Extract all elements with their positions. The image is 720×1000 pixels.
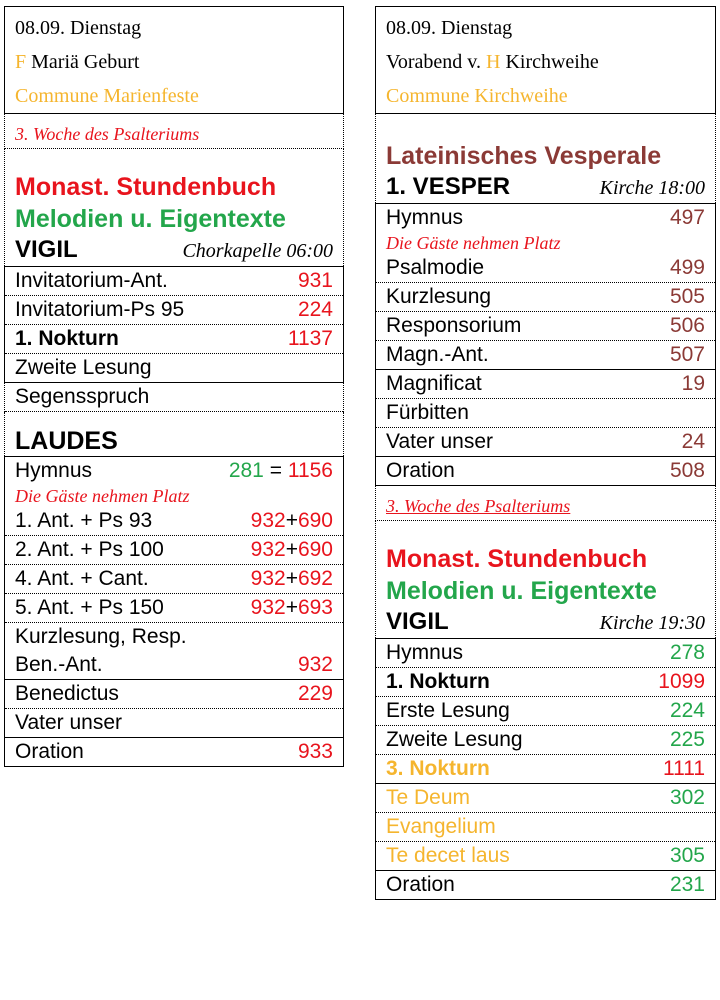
vesper-table bbox=[375, 203, 716, 486]
right-melodies: Melodien u. Eigentexte bbox=[386, 577, 657, 605]
right-commune: Commune Kirchweihe bbox=[386, 85, 568, 107]
left-column bbox=[4, 6, 344, 767]
right-date: 08.09. Dienstag bbox=[386, 17, 513, 39]
right-vigil-table bbox=[375, 638, 716, 900]
table-row: Hymnus 497 bbox=[386, 206, 705, 229]
right-guests-note: Die Gäste nehmen Platz bbox=[386, 233, 561, 253]
table-row: 5. Ant. + Ps 150 932+693 bbox=[5, 594, 343, 623]
table-row: Te decet laus 305 bbox=[376, 842, 715, 871]
left-rank: F bbox=[15, 51, 27, 73]
right-vigil-title: VIGIL bbox=[386, 608, 449, 635]
table-row: 1. Nokturn 1099 bbox=[376, 668, 715, 697]
left-vigil-title-row bbox=[15, 235, 333, 266]
right-vigil-place: Kirche 19:30 bbox=[599, 612, 705, 634]
table-row: Kurzlesung 505 bbox=[376, 283, 715, 312]
vesper-heading bbox=[375, 114, 716, 203]
vesper-place: Kirche 18:00 bbox=[599, 177, 705, 199]
right-header bbox=[375, 6, 716, 114]
magnificat-row: Magnificat 19 bbox=[376, 370, 715, 399]
left-date: 08.09. Dienstag bbox=[15, 17, 142, 39]
left-segen-block bbox=[4, 383, 344, 412]
left-book: Monast. Stundenbuch bbox=[15, 173, 277, 201]
vater-row: Vater unser bbox=[5, 709, 343, 738]
right-feast-line: Vorabend v. H Kirchweihe bbox=[386, 51, 599, 73]
right-vigil-heading bbox=[375, 521, 716, 638]
table-row: Hymnus 278 bbox=[376, 639, 715, 668]
right-column bbox=[375, 6, 716, 900]
table-row: 4. Ant. + Cant. 932+692 bbox=[5, 565, 343, 594]
left-vigil-title: VIGIL bbox=[15, 236, 78, 263]
table-row: 2. Ant. + Ps 100 932+690 bbox=[5, 536, 343, 565]
ben-row: Ben.-Ant. 932 bbox=[5, 651, 343, 680]
left-vigil-heading bbox=[4, 149, 344, 266]
table-row: Invitatorium-Ps 95 224 bbox=[5, 296, 343, 325]
guests-note: Die Gäste nehmen Platz bbox=[15, 486, 190, 506]
vesper-title-row bbox=[386, 172, 705, 203]
table-row: 3. Nokturn 1111 bbox=[376, 755, 715, 784]
vesper-title: 1. VESPER bbox=[386, 173, 511, 200]
oration-row-2: Oration 231 bbox=[386, 873, 705, 896]
vesperale-title: Lateinisches Vesperale bbox=[386, 142, 662, 170]
table-row: Zweite Lesung 225 bbox=[376, 726, 715, 755]
table-row: Erste Lesung 224 bbox=[376, 697, 715, 726]
left-feast-line bbox=[15, 45, 333, 79]
fuerbitten-row: Fürbitten bbox=[376, 399, 715, 428]
table-row: Te Deum 302 bbox=[376, 784, 715, 813]
table-row: Zweite Lesung bbox=[15, 356, 152, 379]
hymnus-row: Hymnus 281 = 1156 bbox=[15, 459, 333, 482]
left-commune: Commune Marienfeste bbox=[15, 85, 199, 107]
table-row: Psalmodie 499 bbox=[376, 254, 715, 283]
left-vigil-table bbox=[4, 266, 344, 383]
oration-row: Oration 933 bbox=[15, 740, 333, 763]
table-row: Evangelium bbox=[376, 813, 715, 842]
left-header bbox=[4, 6, 344, 114]
segen-row: Segensspruch bbox=[5, 383, 343, 412]
table-row: Magn.-Ant. 507 bbox=[376, 341, 715, 370]
table-row: 1. Ant. + Ps 93 932+690 bbox=[5, 507, 343, 536]
left-feast: Mariä Geburt bbox=[31, 51, 140, 73]
right-book: Monast. Stundenbuch bbox=[386, 545, 648, 573]
table-row: 1. Nokturn 1137 bbox=[5, 325, 343, 354]
laudes-title: LAUDES bbox=[4, 412, 344, 456]
oration-row: Oration 508 bbox=[386, 459, 705, 482]
left-melodies: Melodien u. Eigentexte bbox=[15, 205, 286, 233]
left-laudes-table bbox=[4, 456, 344, 767]
left-week: 3. Woche des Psalteriums bbox=[4, 114, 344, 149]
benedictus-row: Benedictus 229 bbox=[5, 680, 343, 709]
right-rank: H bbox=[485, 51, 501, 73]
right-week: 3. Woche des Psalteriums bbox=[375, 486, 716, 521]
table-row: Responsorium 506 bbox=[376, 312, 715, 341]
right-vigil-title-row bbox=[386, 607, 705, 638]
vater-row: Vater unser 24 bbox=[376, 428, 715, 457]
kurz-row: Kurzlesung, Resp. bbox=[15, 625, 187, 648]
table-row: Invitatorium-Ant. 931 bbox=[5, 267, 343, 296]
left-vigil-place: Chorkapelle 06:00 bbox=[182, 240, 333, 262]
